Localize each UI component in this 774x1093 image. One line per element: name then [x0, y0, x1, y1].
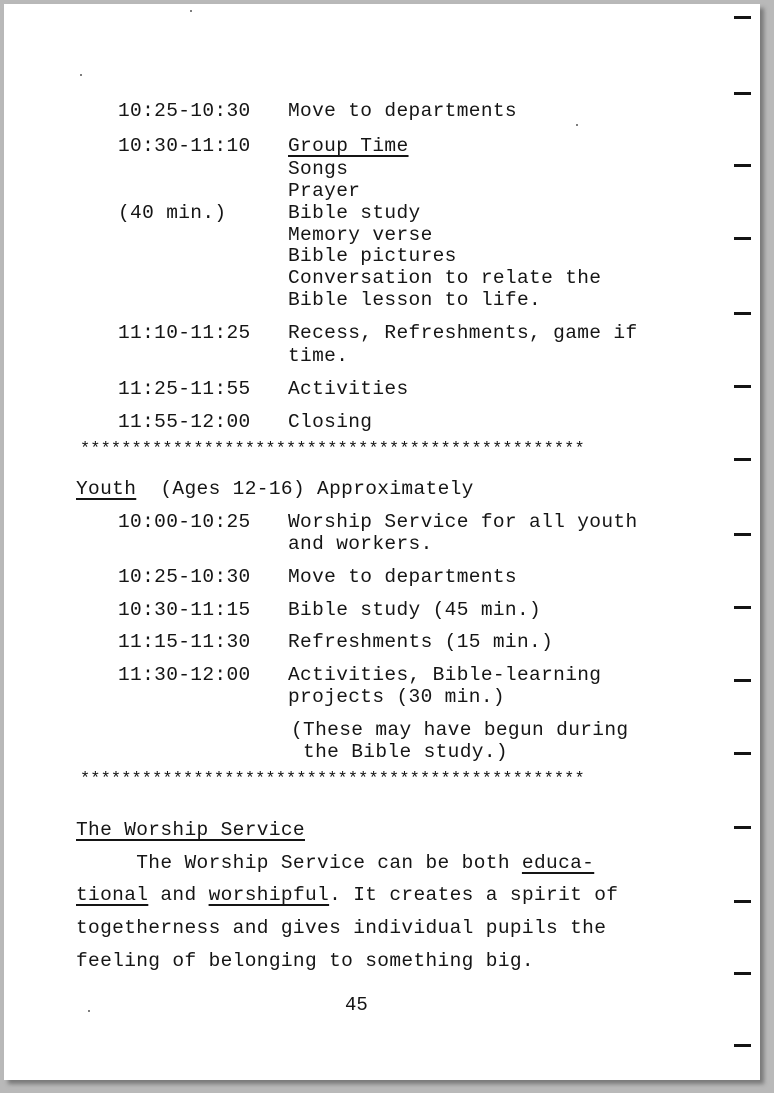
schedule-activity: Bible study — [288, 202, 421, 224]
schedule-activity: Activities, Bible-learning — [288, 664, 602, 686]
schedule-activity: Conversation to relate the — [288, 267, 602, 289]
scan-speck — [88, 1010, 90, 1012]
schedule-activity: Recess, Refreshments, game if — [288, 322, 638, 344]
schedule-time: 10:00-10:25 — [118, 511, 251, 533]
schedule-activity: projects (30 min.) — [288, 686, 505, 708]
schedule-duration-note: (40 min.) — [118, 202, 227, 224]
schedule-activity: Songs — [288, 158, 349, 180]
margin-mark — [734, 679, 751, 682]
schedule-activity: time. — [288, 345, 349, 367]
margin-mark — [734, 237, 751, 240]
schedule-time: 11:15-11:30 — [118, 631, 251, 653]
asterisk-separator: ************************************************* — [80, 770, 585, 789]
margin-mark — [734, 900, 751, 903]
schedule-activity: Worship Service for all youth — [288, 511, 638, 533]
schedule-time: 11:25-11:55 — [118, 378, 251, 400]
schedule-time: 10:25-10:30 — [118, 100, 251, 122]
schedule-time: 10:30-11:10 — [118, 135, 251, 157]
document-page — [4, 4, 760, 1080]
margin-mark — [734, 972, 751, 975]
margin-mark — [734, 606, 751, 609]
margin-mark — [734, 1044, 751, 1047]
paragraph-text: The Worship Service can be both — [76, 852, 522, 874]
margin-mark — [734, 92, 751, 95]
schedule-time: 11:30-12:00 — [118, 664, 251, 686]
schedule-activity: Memory verse — [288, 224, 433, 246]
schedule-activity: Closing — [288, 411, 373, 433]
youth-note: (These may have begun during — [291, 719, 629, 741]
worship-heading: The Worship Service — [76, 819, 305, 841]
paragraph-text: . It creates a spirit of — [329, 884, 619, 906]
schedule-activity: Bible study (45 min.) — [288, 599, 542, 621]
paragraph-underlined-text: educa- — [521, 852, 595, 874]
margin-mark — [734, 458, 751, 461]
page-number: 45 — [345, 994, 368, 1016]
schedule-time: 10:30-11:15 — [118, 599, 251, 621]
scan-speck — [190, 10, 192, 12]
schedule-time: 11:55-12:00 — [118, 411, 251, 433]
youth-subtitle: (Ages 12-16) Approximately — [136, 478, 474, 500]
paragraph-line: togetherness and gives individual pupils the — [76, 917, 607, 939]
margin-mark — [734, 533, 751, 536]
paragraph-line: feeling of belonging to something big. — [76, 950, 534, 972]
paragraph-text: and — [148, 884, 209, 906]
schedule-activity: Move to departments — [288, 100, 517, 122]
schedule-activity: Bible pictures — [288, 245, 457, 267]
margin-mark — [734, 385, 751, 388]
youth-title: Youth — [76, 478, 137, 500]
schedule-activity: Activities — [288, 378, 409, 400]
schedule-activity-heading: Group Time — [288, 135, 409, 157]
paragraph-line — [76, 852, 594, 874]
schedule-activity: Prayer — [288, 180, 361, 202]
paragraph-line — [76, 884, 618, 906]
scan-speck — [576, 124, 578, 126]
schedule-time: 11:10-11:25 — [118, 322, 251, 344]
asterisk-separator: ************************************************* — [80, 440, 585, 459]
youth-heading — [76, 478, 474, 500]
schedule-activity: Refreshments (15 min.) — [288, 631, 554, 653]
margin-mark — [734, 16, 751, 19]
scan-speck — [80, 74, 82, 76]
margin-mark — [734, 826, 751, 829]
paragraph-underlined-text: tional — [76, 884, 149, 906]
schedule-activity: and workers. — [288, 533, 433, 555]
margin-mark — [734, 164, 751, 167]
youth-note: the Bible study.) — [291, 741, 508, 763]
margin-mark — [734, 312, 751, 315]
margin-mark — [734, 752, 751, 755]
schedule-activity: Bible lesson to life. — [288, 289, 542, 311]
paragraph-underlined-text: worshipful — [208, 884, 330, 906]
schedule-time: 10:25-10:30 — [118, 566, 251, 588]
schedule-activity: Move to departments — [288, 566, 517, 588]
